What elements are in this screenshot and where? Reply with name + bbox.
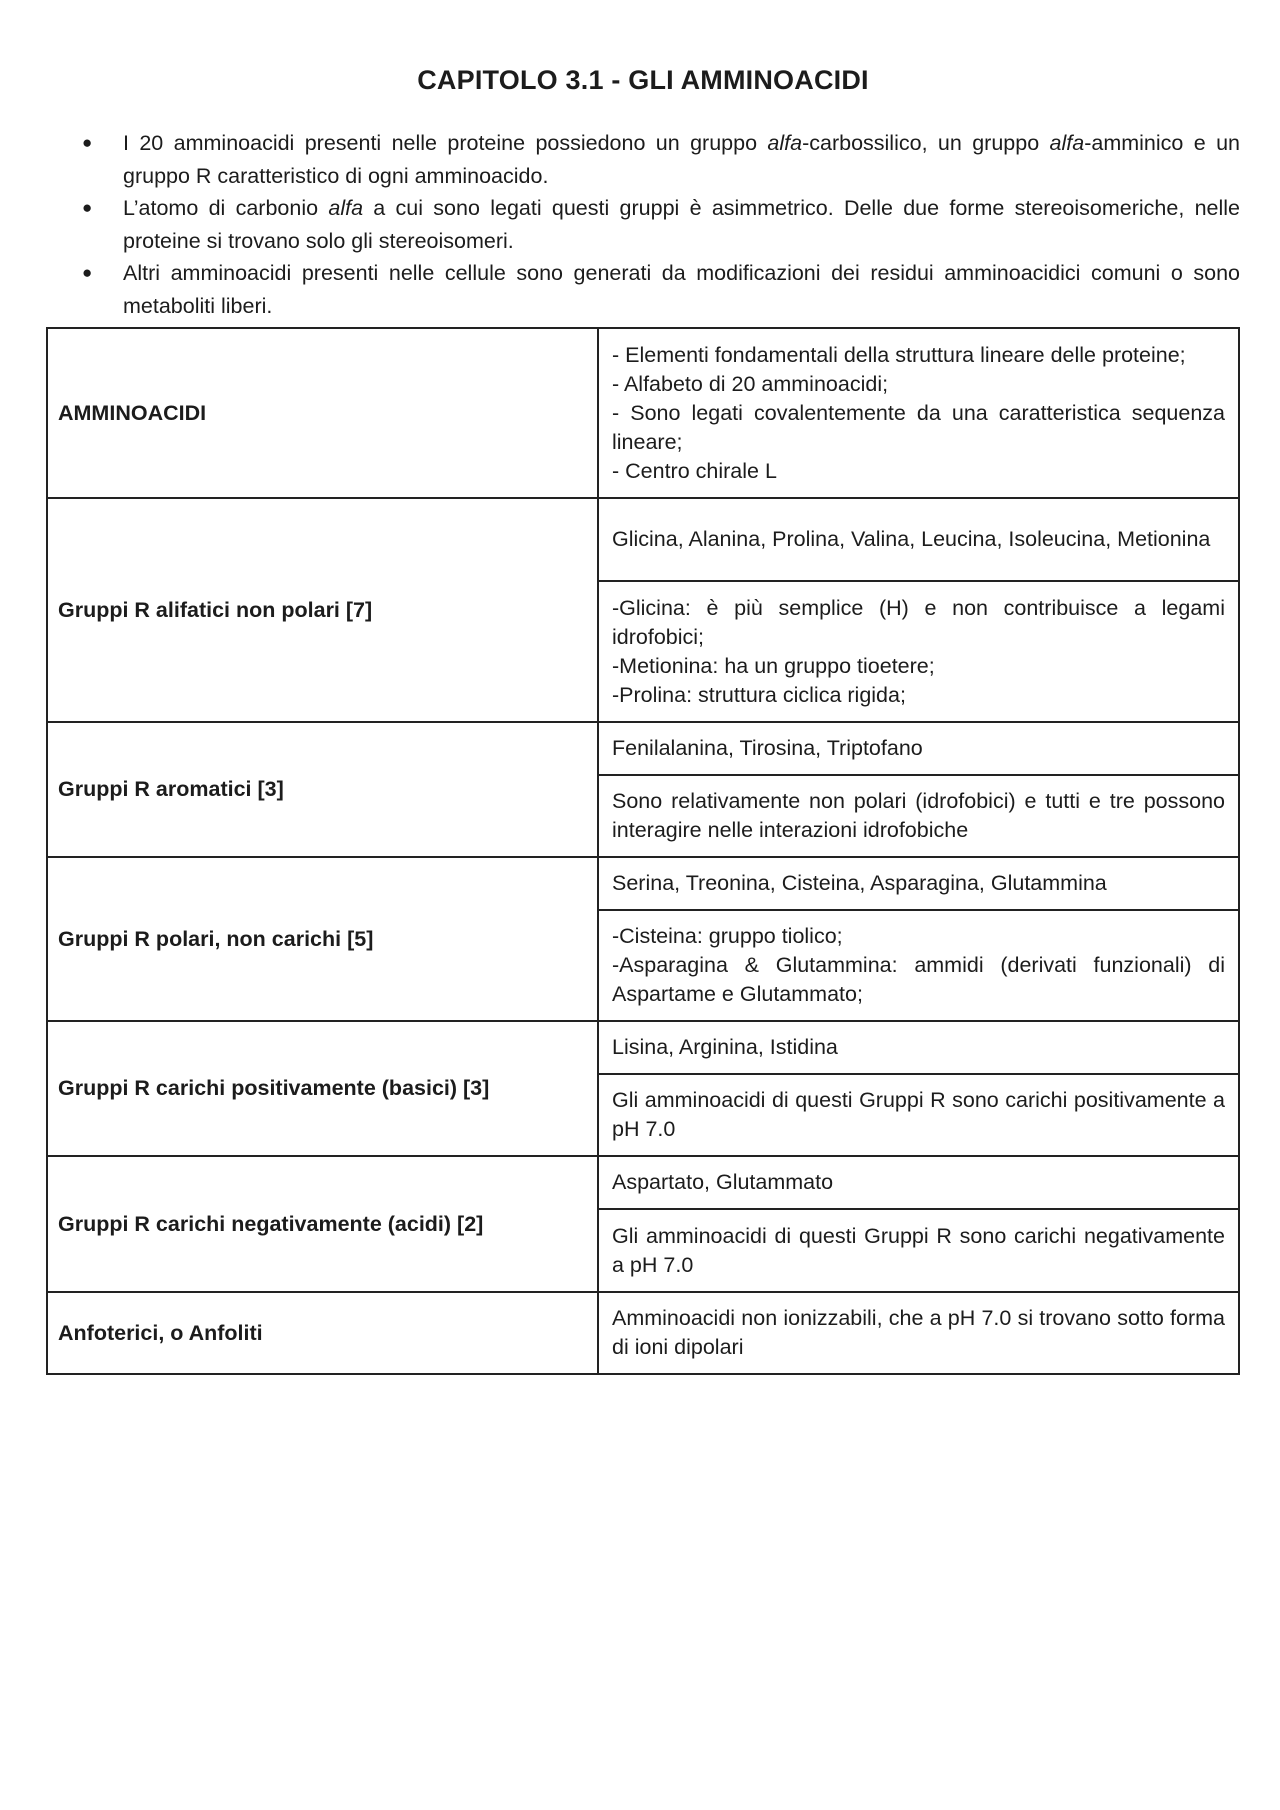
table-row <box>47 857 1239 910</box>
table-row <box>47 1292 1239 1374</box>
row-notes: Amminoacidi non ionizzabili, che a pH 7.0 si trovano sotto forma di ioni dipolari <box>598 1292 1239 1374</box>
row-label: Anfoterici, o Anfoliti <box>47 1292 598 1374</box>
row-label: AMMINOACIDI <box>47 328 598 498</box>
row-label: Gruppi R aromatici [3] <box>47 722 598 857</box>
bullet-item: ● L’atomo di carbonio alfa a cui sono legati questi gruppi è asimmetrico. Delle due forme stereoisomeriche, nelle proteine si trovano solo gli stereoisomeri. <box>46 192 1240 257</box>
row-notes: -Cisteina: gruppo tiolico; -Asparagina & Glutammina: ammidi (derivati funzionali) di Aspartame e Glutammato; <box>598 910 1239 1021</box>
table-row <box>47 498 1239 581</box>
row-notes: Gli amminoacidi di questi Gruppi R sono carichi negativamente a pH 7.0 <box>598 1209 1239 1292</box>
row-label: Gruppi R polari, non carichi [5] <box>47 857 598 1021</box>
page-title: CAPITOLO 3.1 - GLI AMMINOACIDI <box>417 65 869 95</box>
table-row <box>47 328 1239 498</box>
bullet-icon: ● <box>82 133 93 152</box>
amino-acid-list: Lisina, Arginina, Istidina <box>598 1021 1239 1074</box>
bullet-icon: ● <box>82 263 93 282</box>
amino-acid-table <box>46 327 1240 1375</box>
bullet-item: ● I 20 amminoacidi presenti nelle proteine possiedono un gruppo alfa-carbossilico, un gruppo alfa-amminico e un gruppo R caratteristico di ogni amminoacido. <box>46 127 1240 192</box>
row-description: - Elementi fondamentali della struttura lineare delle proteine; - Alfabeto di 20 amminoacidi; - Sono legati covalentemente da una caratteristica sequenza lineare; - Centro chirale L <box>598 328 1239 498</box>
amino-acid-list: Fenilalanina, Tirosina, Triptofano <box>598 722 1239 775</box>
bullet-item: ● Altri amminoacidi presenti nelle cellule sono generati da modificazioni dei residui amminoacidici comuni o sono metaboliti liberi. <box>46 257 1240 322</box>
document-page <box>46 0 1240 1375</box>
row-label: Gruppi R carichi positivamente (basici) [3] <box>47 1021 598 1156</box>
table-row <box>47 1156 1239 1209</box>
table-row <box>47 722 1239 775</box>
amino-acid-list: Glicina, Alanina, Prolina, Valina, Leucina, Isoleucina, Metionina <box>598 498 1239 581</box>
table-row <box>47 1021 1239 1074</box>
row-label: Gruppi R alifatici non polari [7] <box>47 498 598 722</box>
amino-acid-list: Aspartato, Glutammato <box>598 1156 1239 1209</box>
row-notes: Gli amminoacidi di questi Gruppi R sono carichi positivamente a pH 7.0 <box>598 1074 1239 1156</box>
amino-acid-list: Serina, Treonina, Cisteina, Asparagina, Glutammina <box>598 857 1239 910</box>
bullet-icon: ● <box>82 198 93 217</box>
intro-bullet-list <box>46 127 1240 322</box>
row-notes: -Glicina: è più semplice (H) e non contribuisce a legami idrofobici; -Metionina: ha un gruppo tioetere; -Prolina: struttura ciclica rigida; <box>598 581 1239 722</box>
row-label: Gruppi R carichi negativamente (acidi) [2] <box>47 1156 598 1292</box>
row-notes: Sono relativamente non polari (idrofobici) e tutti e tre possono interagire nelle interazioni idrofobiche <box>598 775 1239 857</box>
